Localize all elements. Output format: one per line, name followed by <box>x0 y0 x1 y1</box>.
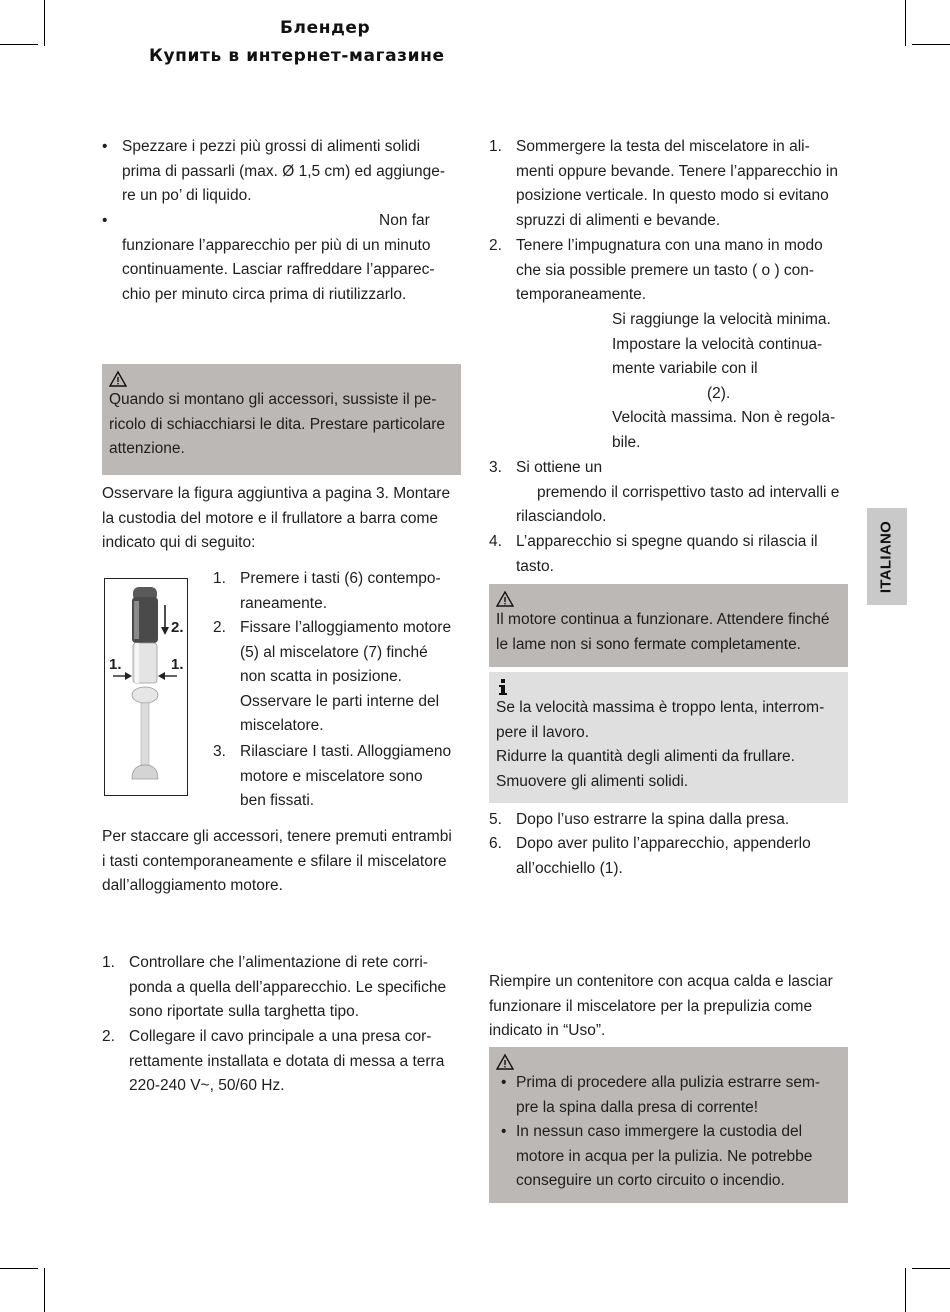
text-line: In nessun caso immergere la custodia del <box>516 1123 803 1141</box>
text-line: rettamente installata e dotata di messa a terra <box>129 1052 445 1070</box>
figure-label: 1. <box>109 656 122 673</box>
step-number: 2. <box>102 1028 115 1045</box>
hand-blender-icon <box>105 579 186 794</box>
text-line: Riempire un contenitore con acqua calda e lasciar <box>489 973 833 990</box>
step-number: 3. <box>489 459 502 476</box>
speed-notes <box>612 308 852 456</box>
list-item <box>489 832 851 881</box>
text-line: Smuovere gli alimenti solidi. <box>496 772 689 790</box>
text-line: ben fissati. <box>240 792 315 810</box>
text-line: Premere i tasti (6) contempo- <box>240 570 441 587</box>
crop-mark <box>0 1268 38 1269</box>
list-item <box>489 808 851 833</box>
list-item <box>102 951 464 1025</box>
text-line: continuamente. Lasciar raffreddare l’apparec- <box>122 261 435 279</box>
text-line: Dopo aver pulito l’apparecchio, appenderlo <box>516 835 811 852</box>
text-line: conseguire un corto circuito o incendio. <box>516 1172 785 1190</box>
text-line: Il motore continua a funzionare. Attendere finché <box>496 611 830 628</box>
text-line: all’occhiello (1). <box>516 859 623 877</box>
text-line: menti oppure bevande. Tenere l’apparecchio in <box>516 162 838 180</box>
text-line: ricolo di schiacchiarsi le dita. Prestare particolare <box>109 415 445 433</box>
info-box <box>489 672 848 803</box>
text-line: spruzzi di alimenti e bevande. <box>516 211 721 229</box>
text-line: Velocità massima. Non è regola- <box>612 409 836 427</box>
text-line: Si ottiene un <box>516 459 603 476</box>
text-line: sono riportate sulla targhetta tipo. <box>129 1003 360 1021</box>
step-number: 1. <box>213 570 226 587</box>
step-number: 1. <box>489 138 502 155</box>
text-line: le lame non si sono fermate completamente. <box>496 635 801 653</box>
text-line: Fissare l’alloggiamento motore <box>240 619 452 636</box>
text-line: Tenere l’impugnatura con una mano in modo <box>516 237 823 254</box>
text-line: motore e miscelatore sono <box>240 767 423 785</box>
text-line: Controllare che l’alimentazione di rete corri- <box>129 954 428 971</box>
bullet-marker: • <box>102 212 108 229</box>
text-line: pre la spina dalla presa di corrente! <box>516 1098 759 1116</box>
text-line: raneamente. <box>240 594 328 612</box>
text-line: pere il lavoro. <box>496 723 590 741</box>
text-line: tasto. <box>516 557 554 575</box>
step-number: 5. <box>489 811 502 828</box>
text-line: indicato qui di seguito: <box>102 534 256 552</box>
detach-instructions <box>102 825 464 899</box>
step-number: 1. <box>102 954 115 971</box>
bullet-marker: • <box>102 138 108 155</box>
step-number: 2. <box>213 619 226 636</box>
warning-triangle-icon <box>496 590 514 608</box>
text-line: temporaneamente. <box>516 286 647 304</box>
text-line: funzionare l’apparecchio per più di un minuto <box>122 236 431 254</box>
crop-mark <box>912 1268 950 1269</box>
bullet-marker: • <box>501 1074 507 1091</box>
text-line: (5) al miscelatore (7) finché <box>240 643 428 661</box>
cleaning-intro <box>489 970 851 1044</box>
text-line: Prima di procedere alla pulizia estrarre sem- <box>516 1074 821 1091</box>
step-number: 4. <box>489 533 502 550</box>
assembly-intro <box>102 482 464 556</box>
text-line: Rilasciare I tasti. Alloggiameno <box>240 743 452 760</box>
list-item <box>213 567 463 616</box>
text-line: la custodia del motore e il frullatore a barra come <box>102 509 438 527</box>
text-line: funzionare il miscelatore per la prepulizia come <box>489 997 813 1015</box>
figure-label: 2. <box>171 619 184 636</box>
text-line: Osservare la figura aggiuntiva a pagina 3. Montare <box>102 485 451 502</box>
text-line: Quando si montano gli accessori, sussiste il pe- <box>109 391 437 408</box>
text-line: Si raggiunge la velocità minima. <box>612 311 831 328</box>
text-line: L’apparecchio si spegne quando si rilascia il <box>516 533 818 550</box>
language-tab-label: ITALIANO <box>877 520 895 593</box>
crop-mark <box>905 1268 906 1312</box>
list-item <box>213 740 463 814</box>
text-line: Per staccare gli accessori, tenere premuti entrambi <box>102 828 452 845</box>
text-line: i tasti contemporaneamente e sfilare il miscelatore <box>102 852 447 870</box>
text-line: motore in acqua per la pulizia. Ne potrebbe <box>516 1147 813 1165</box>
text-line: Non far <box>379 212 430 229</box>
text-line: Ridurre la quantità degli alimenti da frullare. <box>496 748 795 766</box>
list-item <box>489 135 851 233</box>
info-icon <box>498 678 508 696</box>
list-item <box>102 209 462 307</box>
text-line: Spezzare i pezzi più grossi di alimenti solidi <box>122 138 421 155</box>
text-line: Osservare le parti interne del <box>240 692 440 710</box>
crop-mark <box>0 44 38 45</box>
list-item <box>489 530 851 579</box>
list-item <box>102 1025 464 1099</box>
text-line: Se la velocità massima è troppo lenta, interrom- <box>496 699 825 716</box>
warning-box <box>489 584 848 667</box>
text-line: ponda a quella dell’apparecchio. Le specifiche <box>129 978 447 996</box>
step-number: 6. <box>489 835 502 852</box>
text-line: (2). <box>707 384 731 402</box>
list-item <box>496 1071 842 1120</box>
text-line: Dopo l’uso estrarre la spina dalla presa. <box>516 811 790 828</box>
text-line: mente variabile con il <box>612 360 758 378</box>
warning-box <box>489 1047 848 1203</box>
text-line: miscelatore. <box>240 717 324 735</box>
step-number: 3. <box>213 743 226 760</box>
warning-box <box>102 364 461 475</box>
assembly-figure <box>104 578 188 796</box>
warning-triangle-icon <box>496 1053 514 1071</box>
text-line: Impostare la velocità continua- <box>612 335 823 353</box>
text-line: rilasciandolo. <box>516 508 607 526</box>
text-line: Sommergere la testa del miscelatore in ali- <box>516 138 810 155</box>
text-line: re un po’ di liquido. <box>122 187 252 205</box>
text-line: prima di passarli (max. Ø 1,5 cm) ed aggiunge- <box>122 162 446 180</box>
bullet-marker: • <box>501 1123 507 1141</box>
list-item <box>489 234 851 308</box>
list-item <box>489 456 851 530</box>
crop-mark <box>905 0 906 46</box>
text-line: bile. <box>612 433 641 451</box>
text-line: 220-240 V~, 50/60 Hz. <box>129 1077 285 1095</box>
language-tab <box>867 508 907 605</box>
text-line: indicato in “Uso”. <box>489 1022 606 1040</box>
header-title: Блендер <box>280 18 371 38</box>
crop-mark <box>44 1268 45 1312</box>
step-number: 2. <box>489 237 502 254</box>
list-item <box>102 135 462 209</box>
text-line: attenzione. <box>109 440 185 458</box>
text-line: premendo il corrispettivo tasto ad intervalli e <box>537 483 840 501</box>
text-line: Collegare il cavo principale a una presa cor- <box>129 1028 432 1045</box>
crop-mark <box>44 0 45 46</box>
list-item <box>496 1120 842 1194</box>
warning-triangle-icon <box>109 370 127 388</box>
text-line: chio per minuto circa prima di riutilizzarlo. <box>122 285 407 303</box>
crop-mark <box>912 44 950 45</box>
text-line: posizione verticale. In questo modo si evitano <box>516 187 829 205</box>
list-item <box>213 616 463 739</box>
text-line: dall’alloggiamento motore. <box>102 877 283 895</box>
text-line: che sia possible premere un tasto ( o ) con- <box>516 261 815 279</box>
header-shop-link[interactable]: Купить в интернет-магазине <box>149 46 445 66</box>
figure-label: 1. <box>171 656 184 673</box>
text-line: non scatta in posizione. <box>240 668 402 686</box>
